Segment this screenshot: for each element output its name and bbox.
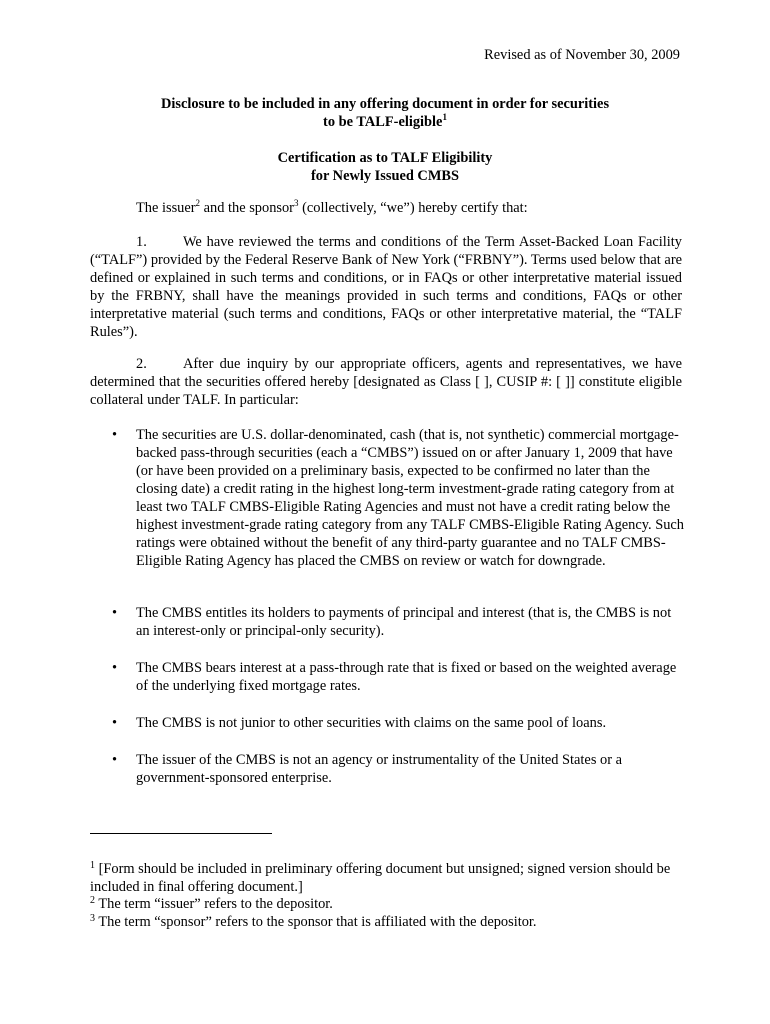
bullet-text: The CMBS entitles its holders to payments of principal and interest (that is, the CMBS is not an interest-only or principal-only security). xyxy=(136,605,672,639)
paragraph-2 xyxy=(90,355,682,409)
bullet-item xyxy=(112,714,684,732)
disclosure-title-line1: Disclosure to be included in any offering document in order for securities xyxy=(160,96,610,112)
bullet-item xyxy=(112,426,684,570)
bullet-text: The CMBS bears interest at a pass-through rate that is fixed or based on the weighted average of the underlying fixed mortgage rates. xyxy=(136,660,677,694)
bullet-icon: • xyxy=(112,660,118,676)
bullet-item xyxy=(112,604,684,640)
bullet-text: The issuer of the CMBS is not an agency or instrumentality of the United States or a government-sponsored enterprise. xyxy=(136,752,622,786)
disclosure-title-line2: to be TALF-eligible$^1$ xyxy=(323,112,447,130)
paragraph-number: 1. xyxy=(136,234,147,250)
bullet-icon: • xyxy=(112,605,118,621)
intro-statement: The issuer$^2$ and the sponsor$^3$ (collectively, “we”) hereby certify that: xyxy=(136,198,528,216)
footnote-text: [Form should be included in preliminary offering document but unsigned; signed version should be included in final offering document.] xyxy=(90,861,671,895)
footnote-text: The term “sponsor” refers to the sponsor that is affiliated with the depositor. xyxy=(95,914,537,930)
certification-title xyxy=(90,149,680,185)
footnote-text: The term “issuer” refers to the depositor. xyxy=(95,896,333,912)
bullet-icon: • xyxy=(112,715,118,731)
disclosure-title xyxy=(90,95,680,131)
footnote-3 xyxy=(90,913,682,931)
footnote-number: 2 xyxy=(90,895,95,906)
paragraph-text: We have reviewed the terms and conditions of the Term Asset-Backed Loan Facility (“TALF”) provided by the Federal Reserve Bank of New York (“FRBNY”). Terms used below that are defined or explained in such terms and conditions, or in FAQs or other interpretative material issued by the FRBNY, shall have the meanings provided in such terms and conditions, FAQs or other interpretative material (such terms and conditions, FAQs or other interpretative material, the “TALF Rules”). xyxy=(90,234,682,340)
paragraph-text: After due inquiry by our appropriate officers, agents and representatives, we have determined that the securities offered hereby [designated as Class [ ], CUSIP #: [ ]] constitute eligible collateral under TALF. In particular: xyxy=(90,356,682,408)
paragraph-number: 2. xyxy=(136,356,147,372)
paragraph-1 xyxy=(90,233,682,341)
certification-title-line2: for Newly Issued CMBS xyxy=(310,168,460,184)
footnote-ref-2: 2 xyxy=(195,198,201,208)
footnote-divider xyxy=(90,833,272,834)
footnote-2 xyxy=(90,895,682,913)
bullet-icon: • xyxy=(112,752,118,768)
revision-date: Revised as of November 30, 2009 xyxy=(484,47,680,63)
bullet-text: The securities are U.S. dollar-denominated, cash (that is, not synthetic) commercial mortgage-backed pass-through securities (each a “CMBS”) issued on or after January 1, 2009 that have (or have been provided on a preliminary basis, expected to be confirmed no later than the closing date) a credit rating in the highest long-term investment-grade rating category from at least two TALF CMBS-Eligible Rating Agencies and must not have a credit rating below the highest investment-grade rating category from any TALF CMBS-Eligible Rating Agency. Such ratings were obtained without the benefit of any third-party guarantee and no TALF CMBS-Eligible Rating Agency has placed the CMBS on review or watch for downgrade. xyxy=(136,427,684,569)
footnote-number: 1 xyxy=(90,860,95,871)
bullet-item xyxy=(112,659,684,695)
certification-title-line1: Certification as to TALF Eligibility xyxy=(277,150,493,166)
footnote-1 xyxy=(90,860,682,896)
footnote-ref-3: 3 xyxy=(293,198,299,208)
bullet-item xyxy=(112,751,684,787)
bullet-text: The CMBS is not junior to other securities with claims on the same pool of loans. xyxy=(136,715,607,731)
footnote-number: 3 xyxy=(90,913,95,924)
footnote-ref-1: 1 xyxy=(442,112,447,122)
bullet-icon: • xyxy=(112,427,118,443)
